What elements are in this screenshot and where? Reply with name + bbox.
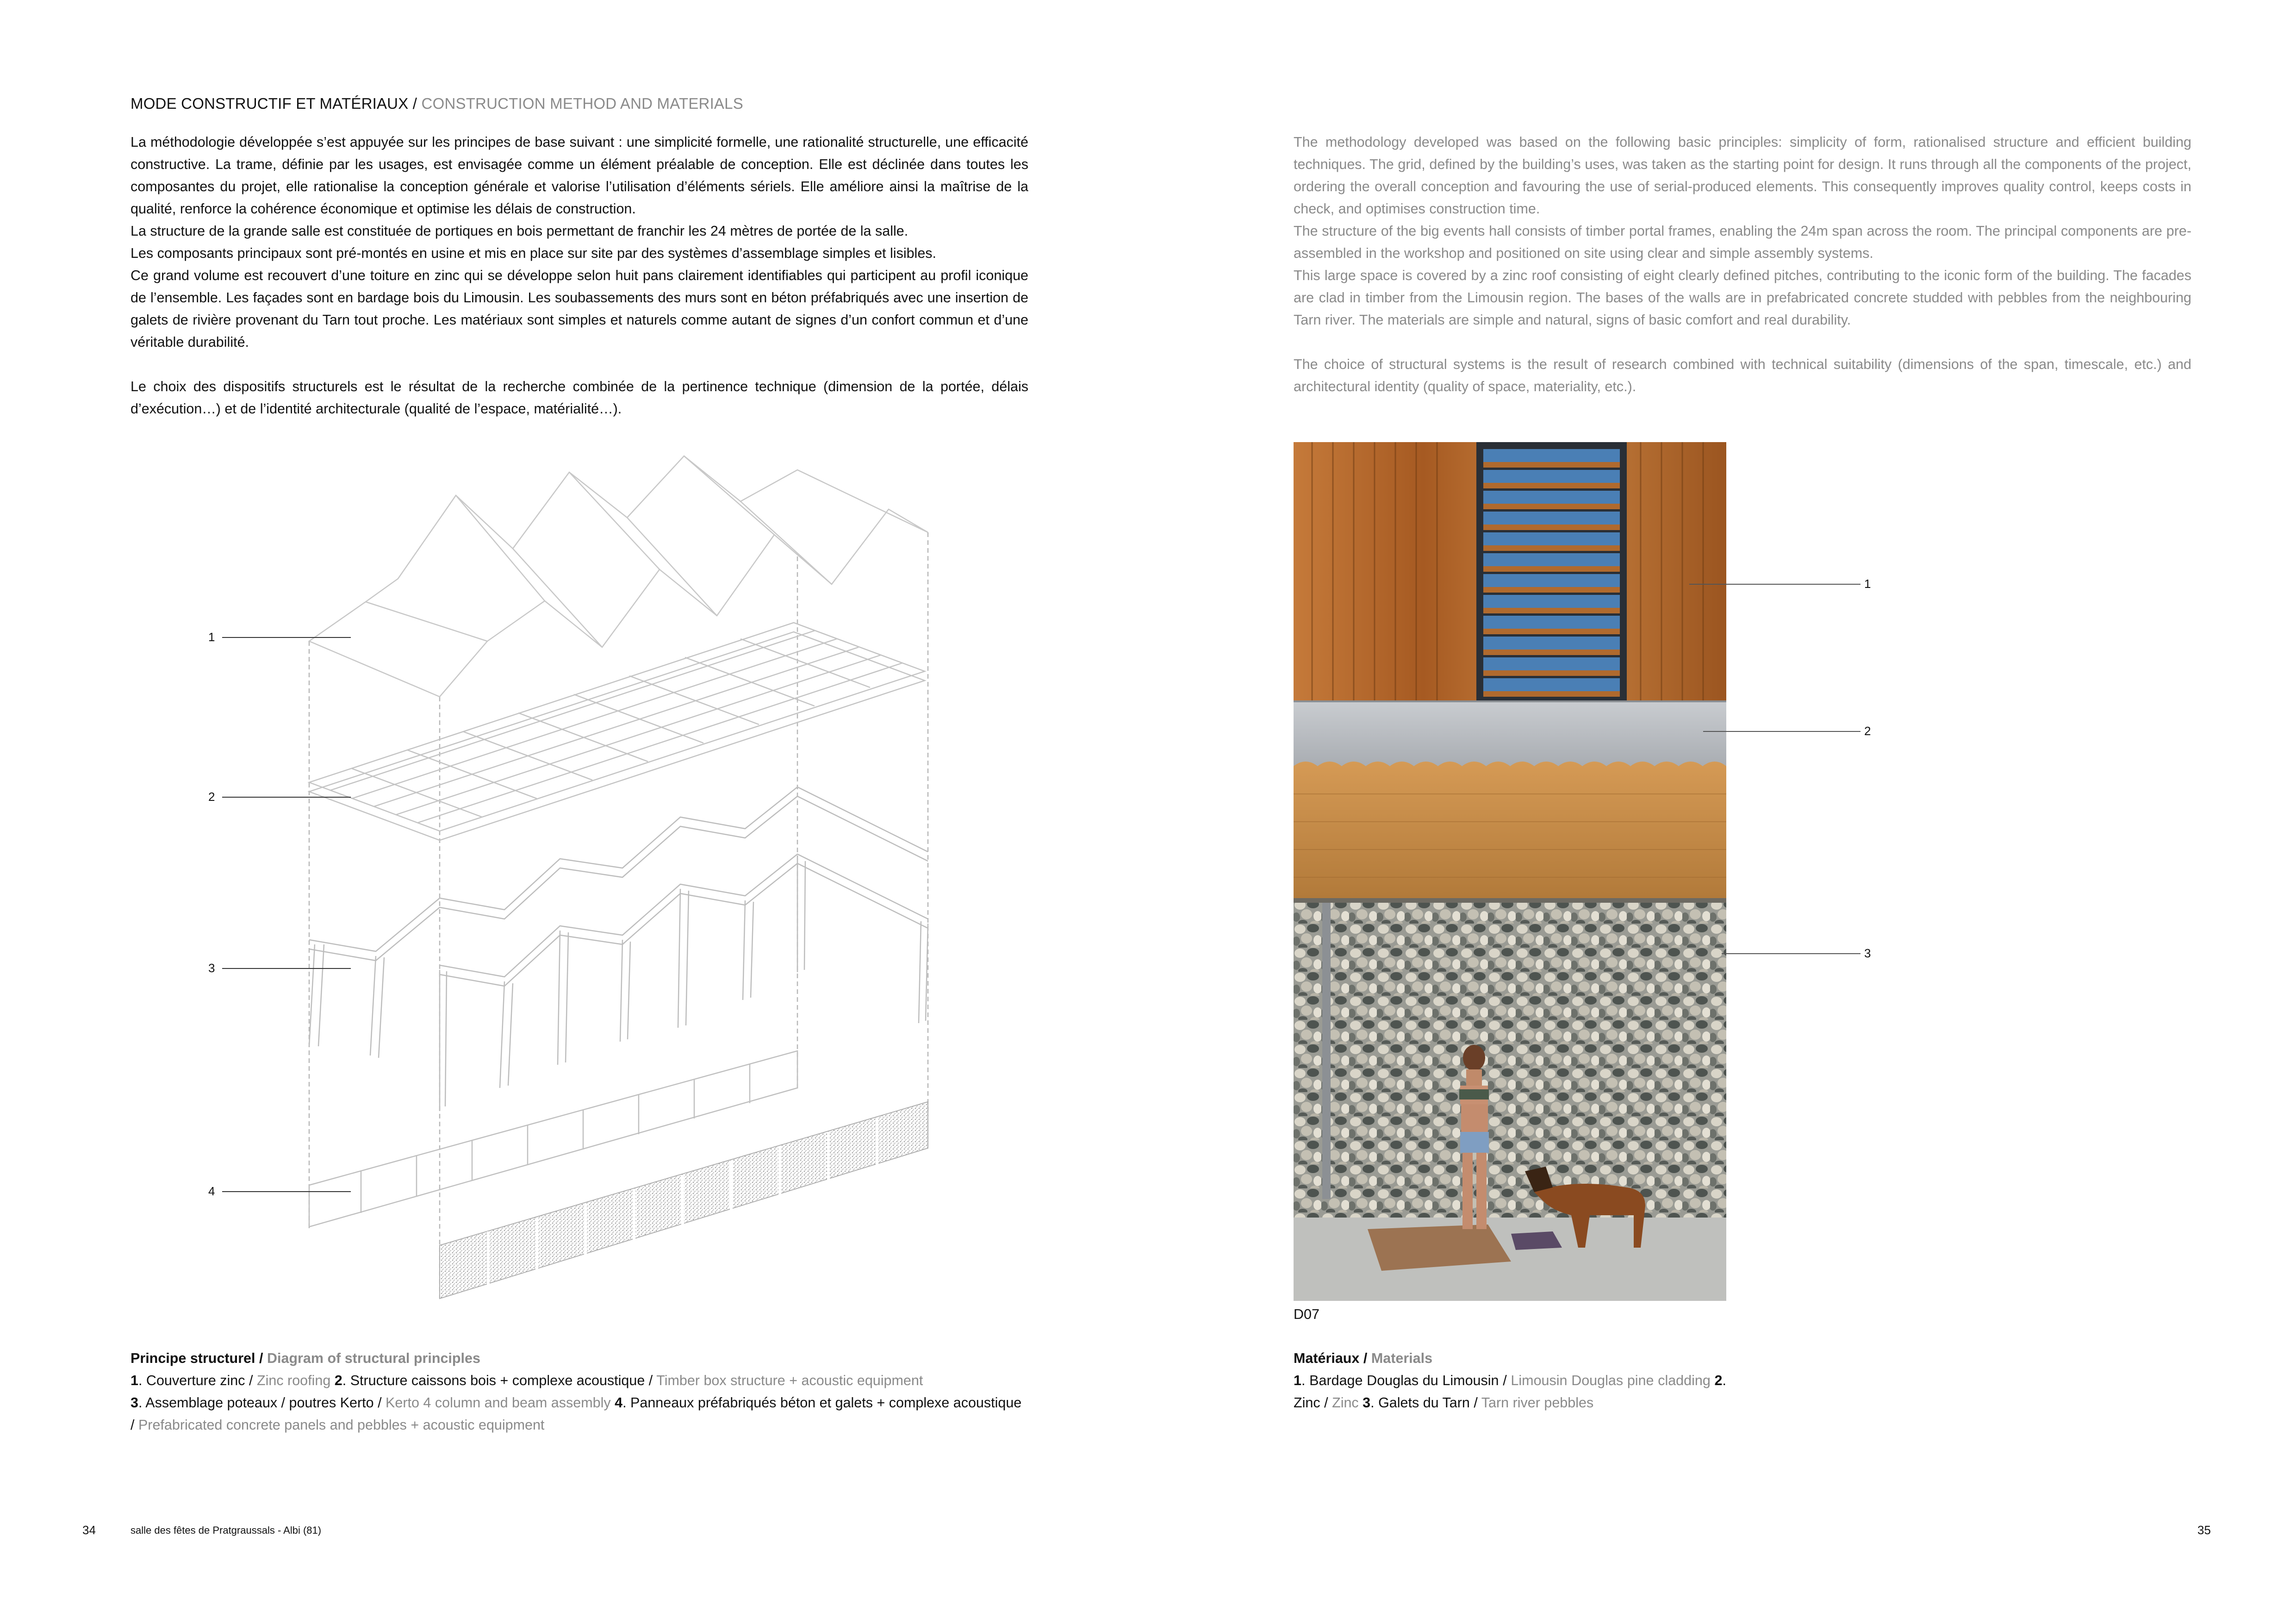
body-text-fr	[131, 131, 1028, 420]
caption-title: Principe structurel / Diagram of structural principles	[131, 1350, 480, 1366]
footer-project: salle des fêtes de Pratgraussals - Albi (81)	[131, 1524, 322, 1536]
section-title	[131, 95, 743, 112]
paragraph: Le choix des dispositifs structurels est le résultat de la recherche combinée de la pertinence technique (dimension de la portée, délais d’exécution…) et de l’identité architecturale (qualité de l’espace, matérialité…).	[131, 379, 1028, 417]
page-number-left: 34	[82, 1523, 96, 1537]
paragraph: La structure de la grande salle est constituée de portiques en bois permettant de franchir les 24 mètres de portée de la salle.	[131, 223, 908, 239]
paragraph: This large space is covered by a zinc roof consisting of eight clearly defined pitches, contributing to the iconic form of the building. The facades are clad in timber from the Limousin region. The bases of the walls are in prefabricated concrete studded with pebbles from the neighbouring Tarn river. The materials are simple and natural, signs of basic comfort and real durability.	[1294, 268, 2191, 328]
caption-materials	[1294, 1347, 1726, 1414]
paragraph: La méthodologie développée s’est appuyée sur les principes de base suivant : une simplicité formelle, une rationalité structurelle, une efficacité constructive. La trame, définie par les usages, est envisagée comme un élément préalable de conception. Elle est déclinée dans toutes les composantes du projet, elle rationalise la conception générale et valorise l’utilisation d’éléments sériels. Elle améliore ainsi la maîtrise de la qualité, renforce la cohérence économique et optimise les délais de construction.	[131, 134, 1028, 217]
caption-title: Matériaux / Materials	[1294, 1350, 1433, 1366]
photo-label: 1	[1864, 577, 1871, 591]
diagram-label: 3	[208, 961, 215, 975]
leader-lines	[222, 637, 351, 1192]
caption-items: 1. Bardage Douglas du Limousin / Limousin Douglas pine cladding 2. Zinc / Zinc 3. Galets du Tarn / Tarn river pebbles	[1294, 1373, 1726, 1411]
photo-leader-lines	[1689, 574, 1865, 963]
body-text-en	[1294, 131, 2191, 398]
photo-label: 2	[1864, 724, 1871, 738]
caption-structural	[131, 1347, 1028, 1436]
paragraph: Les composants principaux sont pré-montés en usine et mis en place sur site par des systèmes d’assemblage simples et lisibles.	[131, 245, 937, 261]
paragraph: The choice of structural systems is the result of research combined with technical suitability (dimensions of the span, timescale, etc.) and architectural identity (quality of space, materiality, etc.).	[1294, 356, 2191, 394]
section-title-en: CONSTRUCTION METHOD AND MATERIALS	[421, 95, 743, 112]
roof-layer	[309, 456, 928, 697]
paragraph: The structure of the big events hall consists of timber portal frames, enabling the 24m span across the room. The principal components are pre-assembled in the workshop and positioned on site using clear and simple assembly systems.	[1294, 223, 2191, 261]
diagram-label: 1	[208, 630, 215, 644]
diagram-label: 2	[208, 790, 215, 804]
photo-label: 3	[1864, 946, 1871, 960]
paragraph: Ce grand volume est recouvert d’une toiture en zinc qui se développe selon huit pans clairement identifiables qui participent au profil iconique de l’ensemble. Les façades sont en bardage bois du Limousin. Les soubassements des murs sont en béton préfabriqués avec une insertion de galets de rivière provenant du Tarn tout proche. Les matériaux sont simples et naturels comme autant de signes d’un confort commun et d’une véritable durabilité.	[131, 268, 1028, 350]
photo-code: D07	[1294, 1306, 1319, 1322]
paragraph: The methodology developed was based on the following basic principles: simplicity of form, rationalised structure and efficient building techniques. The grid, defined by the building’s uses, was taken as the starting point for design. It runs through all the components of the project, ordering the overall conception and favouring the use of serial-produced elements. This consequently improves quality control, keeps costs in check, and optimises construction time.	[1294, 134, 2191, 217]
caption-items: 1. Couverture zinc / Zinc roofing 2. Structure caissons bois + complexe acoustique / Timber box structure + acoustic equipment 3. Assemblage poteaux / poutres Kerto / Kerto 4 column and beam assembly 4. Panneaux préfabriqués béton et galets + complexe acoustique / Prefabricated concrete panels and pebbles + acoustic equipment	[131, 1373, 1022, 1433]
kerto-frames-layer	[309, 787, 928, 1111]
diagram-label: 4	[208, 1184, 215, 1198]
page-number-right: 35	[2197, 1523, 2211, 1537]
materials-photo	[1294, 442, 1726, 1301]
structural-diagram	[0, 440, 1064, 1319]
section-title-fr: MODE CONSTRUCTIF ET MATÉRIAUX /	[131, 95, 417, 112]
